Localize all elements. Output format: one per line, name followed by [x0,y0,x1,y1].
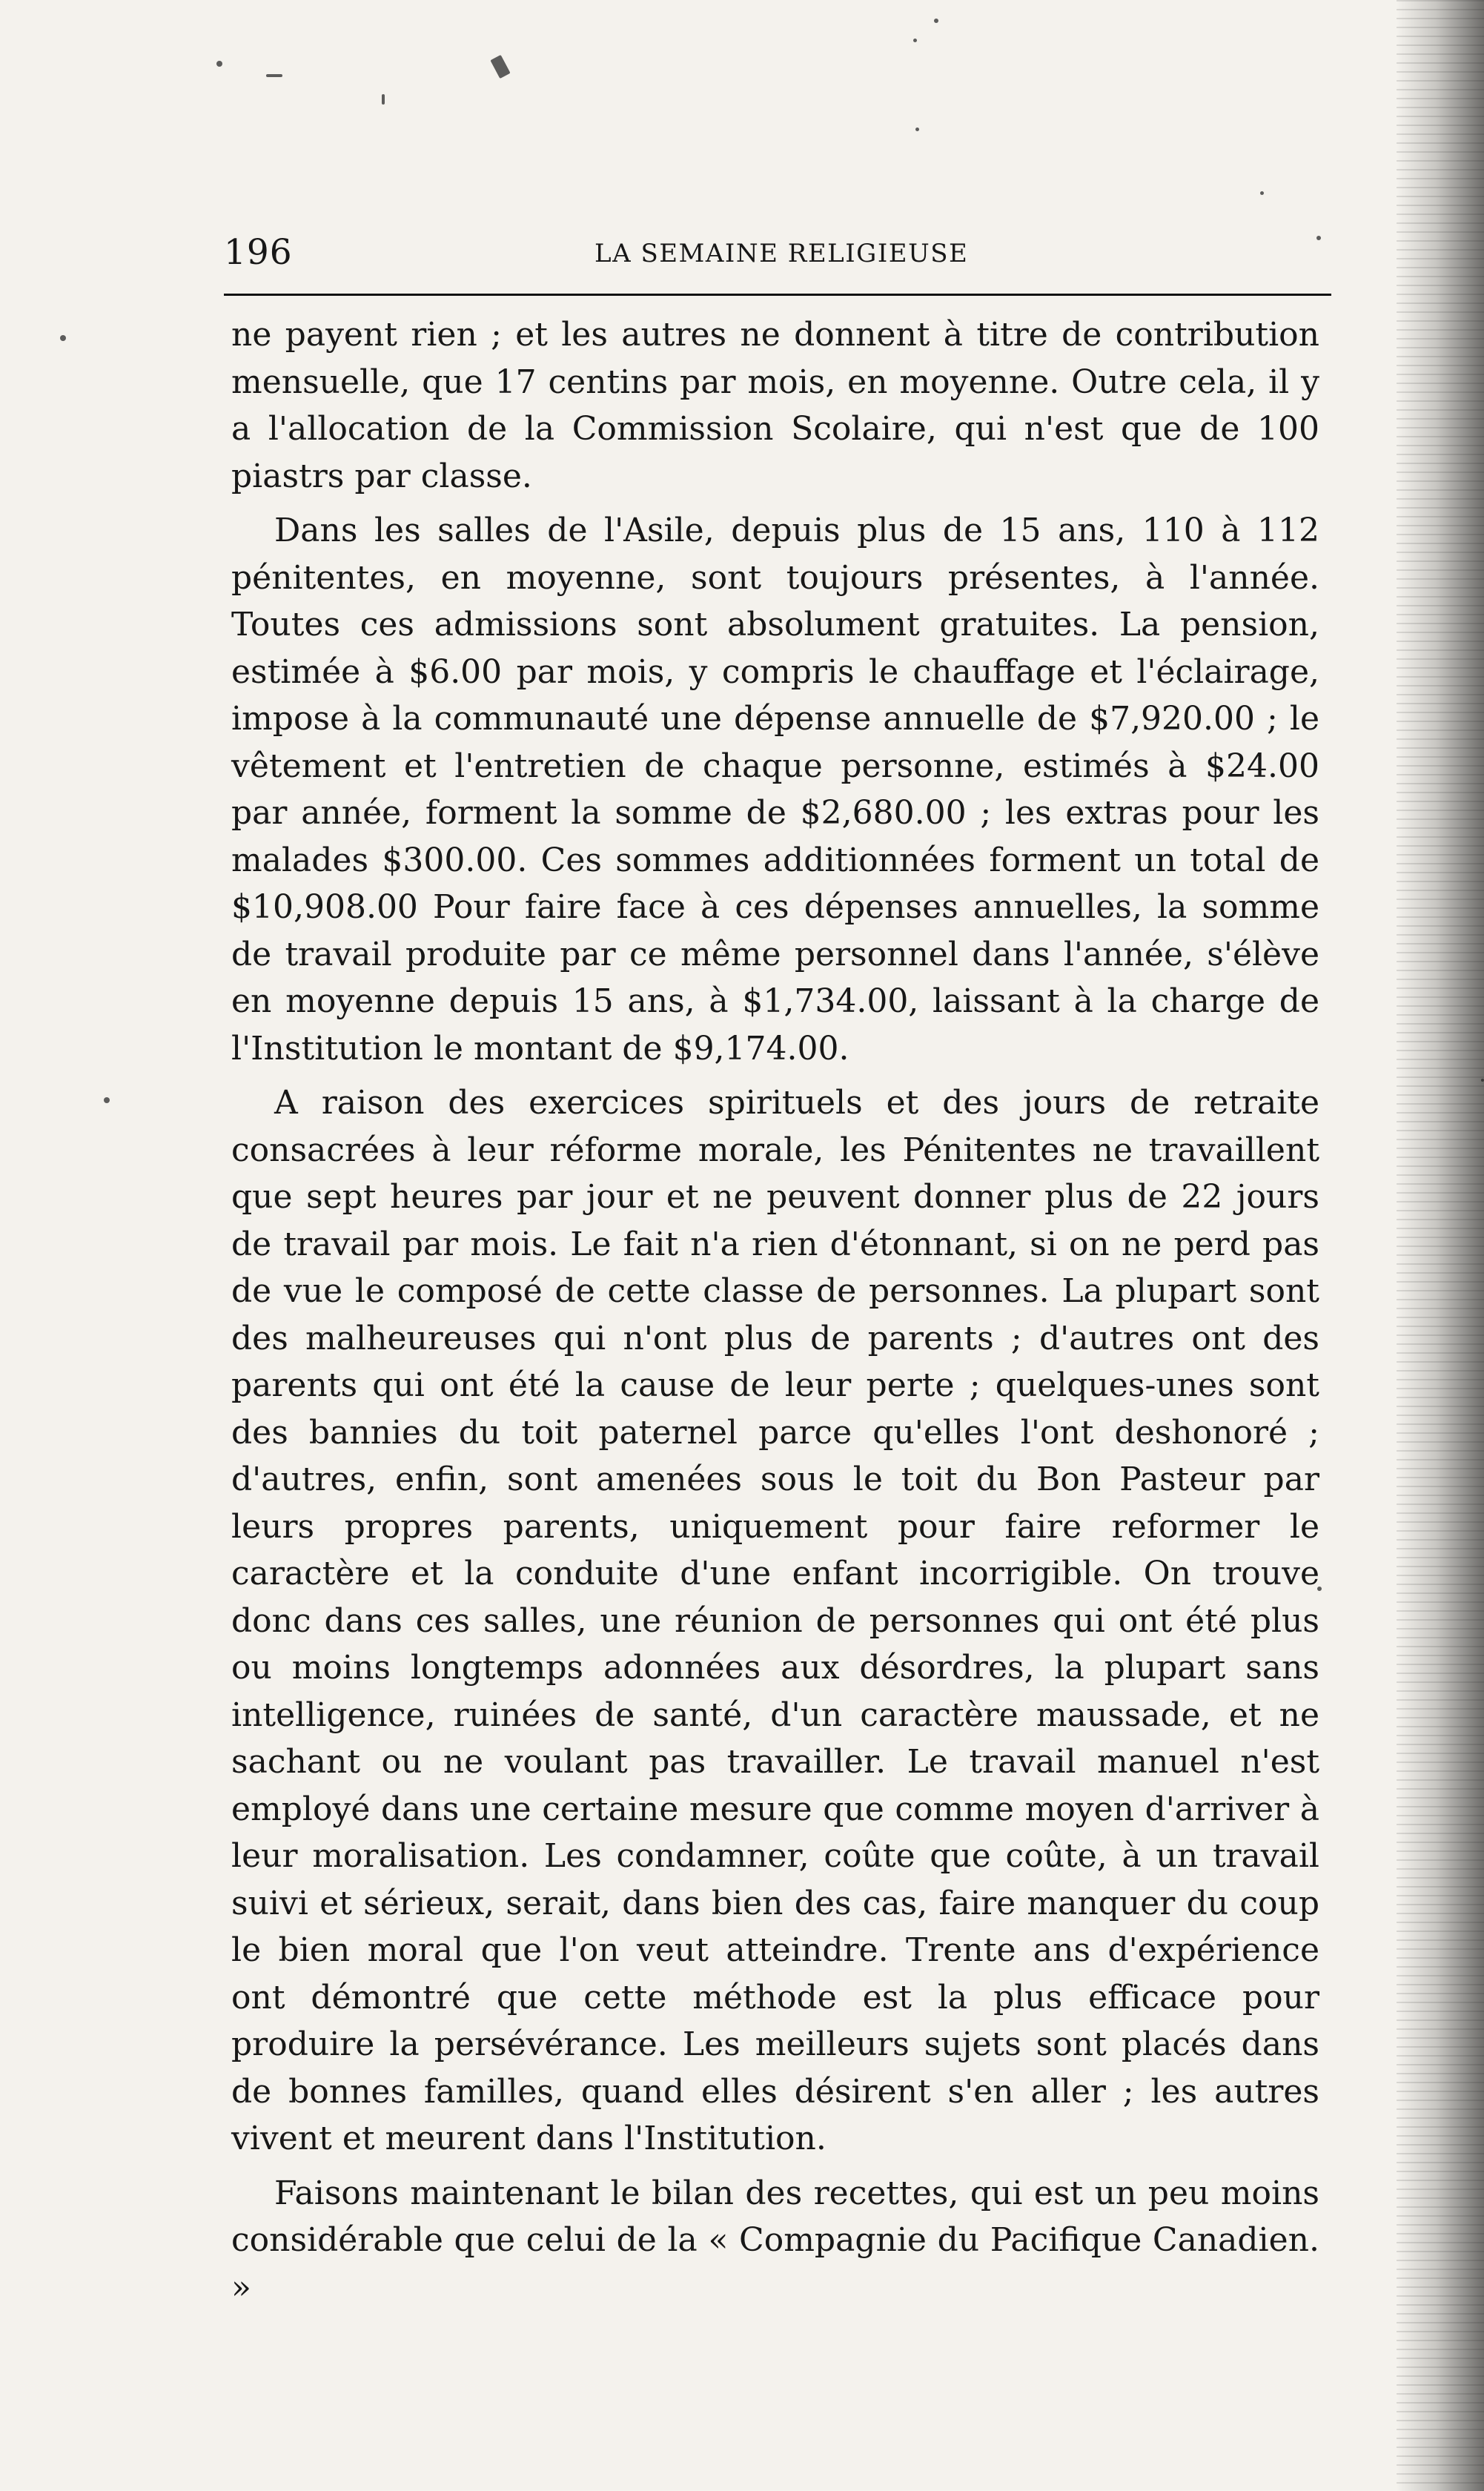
paragraph-3: A raison des exercices spirituels et des jours de retraite consacrées à leur réforme morale, les Pénitentes ne travaillent que sept heures par jour et ne peuvent donner plus de 22 jours de travail par mois. Le fait n'a rien d'étonnant, si on ne perd pas de vue le composé de cette classe de personnes. La plupart sont des malheureuses qui n'ont plus de parents ; d'autres ont des parents qui ont été la cause de leur perte ; quelques-unes sont des bannies du toit paternel parce qu'elles l'ont deshonoré ; d'autres, enfin, sont amenées sous le toit du Bon Pasteur par leurs propres parents, uniquement pour faire reformer le caractère et la conduite d'une enfant incorrigible. On trouve donc dans ces salles, une réunion de personnes qui ont été plus ou moins longtemps adonnées aux désordres, la plupart sans intelligence, ruinées de santé, d'un caractère maussade, et ne sachant ou ne voulant pas travailler. Le travail manuel n'est employé dans une certaine mesure que comme moyen d'arriver à leur moralisation. Les condamner, coûte que coûte, à un travail suivi et sérieux, serait, dans bien des cas, faire manquer du coup le bien moral que l'on veut atteindre. Trente ans d'expérience ont démontré que cette méthode est la plus efficace pour produire la persévérance. Les meilleurs sujets sont placés dans de bonnes familles, quand elles désirent s'en aller ; les autres vivent et meurent dans l'Institution. [231,1084,1319,2157]
body-text [231,311,1319,2311]
scan-speck [934,19,938,23]
scan-speck [60,335,66,341]
paragraph-1: ne payent rien ; et les autres ne donnent à titre de contribution mensuelle, que 17 centins par mois, en moyenne. Outre cela, il y a l'allocation de la Commission Scolaire, qui n'est que de 100 piastrs par classe. [231,316,1319,495]
scan-edge-shadow [1397,0,1484,2491]
running-title: LA SEMAINE RELIGIEUSE [594,239,969,268]
scan-speck [382,94,385,105]
scan-speck [1260,191,1264,195]
scan-speck [266,74,282,77]
scan-speck [104,1097,110,1103]
scan-speck [1481,1079,1484,1082]
scan-speck [490,55,510,79]
page-number: 196 [224,232,293,273]
scan-speck [915,128,919,131]
header-rule [224,294,1331,296]
scan-speck [913,39,917,42]
running-header [224,233,1333,273]
scan-speck [216,61,222,67]
paragraph-2: Dans les salles de l'Asile, depuis plus de 15 ans, 110 à 112 pénitentes, en moyenne, sont toujours présentes, à l'année. Toutes ces admissions sont absolument gratuites. La pension, estimée à $6.00 par mois, y compris le chauffage et l'éclairage, impose à la communauté une dépense annuelle de $7,920.00 ; le vêtement et l'entretien de chaque personne, estimés à $24.00 par année, forment la somme de $2,680.00 ; les extras pour les malades $300.00. Ces sommes additionnées forment un total de $10,908.00 Pour faire face à ces dépenses annuelles, la somme de travail produite par ce même personnel dans l'année, s'élève en moyenne depuis 15 ans, à $1,734.00, laissant à la charge de l'Institution le montant de $9,174.00. [231,512,1319,1068]
paragraph-4: Faisons maintenant le bilan des recettes, qui est un peu moins considérable que celui de la « Compagnie du Pacifique Canadien. » [231,2174,1319,2306]
